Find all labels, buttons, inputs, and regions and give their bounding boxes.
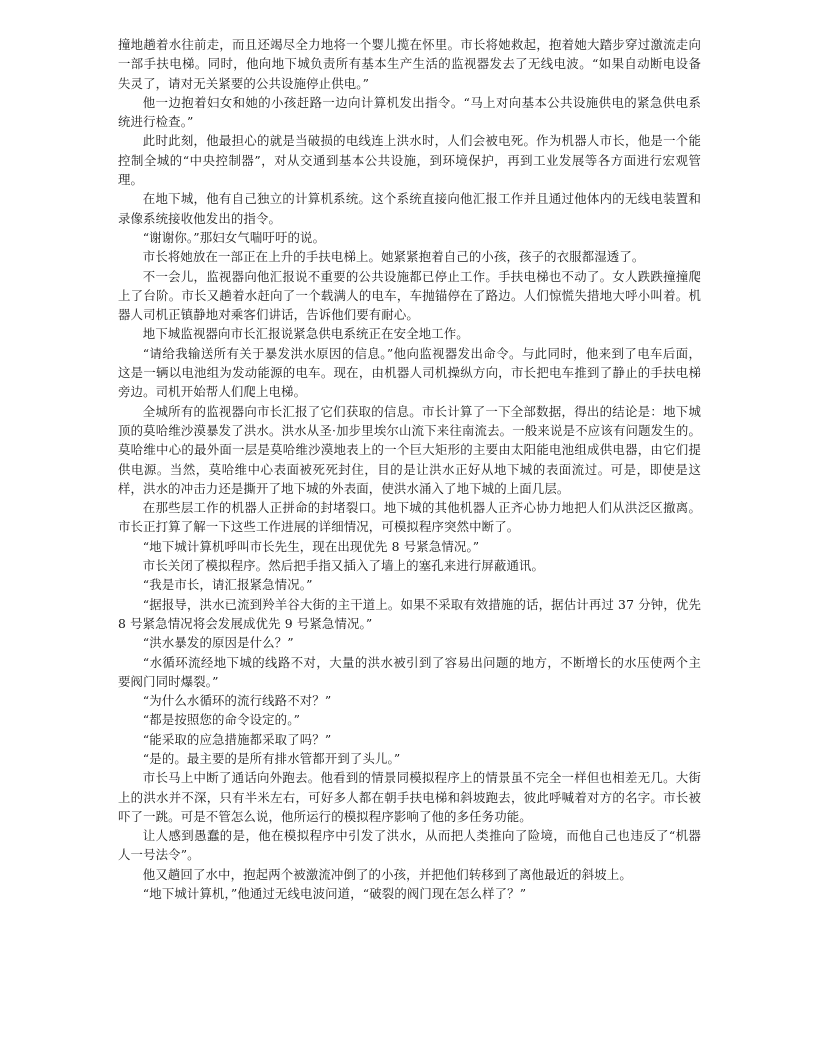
paragraph-22: 市长马上中断了通话向外跑去。他看到的情景同模拟程序上的情景虽不完全一样但也相差无几。大街上的洪水并不深，只有半米左右，可好多人都在朝手扶电梯和斜坡跑去，彼此呼喊着对方的名字。市长被吓了一跳。可是不管怎么说，他所运行的模拟程序影响了他的多任务功能。 xyxy=(118,770,701,824)
paragraph-7: 不一会儿，监视器向他汇报说不重要的公共设施都已停止工作。手扶电梯也不动了。女人跌跌撞撞爬上了台阶。市长又趟着水赶向了一个载满人的电车，车抛锚停在了路边。人们惊慌失措地大呼小叫着。机器人司机正镇静地对乘客们讲话，告诉他们要有耐心。 xyxy=(118,268,701,323)
paragraph-5: “谢谢你。”那妇女气喘吁吁的说。 xyxy=(142,229,326,245)
paragraph-1: 撞地趟着水往前走，而且还竭尽全力地将一个婴儿揽在怀里。市长将她救起，抱着她大踏步穿过激流走向一部手扶电梯。同时，他向地下城负责所有基本生产生活的监视器发去了无线电波。“如果自动断电设备失灵了，请对无关紧要的公共设施停止供电。” xyxy=(118,37,701,91)
paragraph-20: “能采取的应急措施都采取了吗？” xyxy=(142,731,332,747)
paragraph-12: “地下城计算机呼叫市长先生，现在出现优先 8 号紧急情况。” xyxy=(142,538,480,554)
paragraph-3: 此时此刻，他最担心的就是当破损的电线连上洪水时，人们会被电死。作为机器人市长，他是一个能控制全城的“中央控制器”，对从交通到基本公共设施，到环境保护，再到工业发展等各方面进行宏观管理。 xyxy=(118,133,701,188)
paragraph-10: 全城所有的监视器向市长汇报了它们获取的信息。市长计算了一下全部数据，得出的结论是：地下城顶的莫哈维沙漠暴发了洪水。洪水从圣·加步里埃尔山流下来往南流去。一般来说是不应该有问题发生的。莫哈维中心的最外面一层是莫哈维沙漠地表上的一个巨大矩形的主要由太阳能电池组成供电器，由它们提供电源。当然，莫哈维中心表面被死死封住，目的是让洪水正好从地下城的表面流过。可是，即使是这样，洪水的冲击力还是撕开了地下城的外表面，使洪水涌入了地下城的上面几层。 xyxy=(118,403,701,496)
document-page xyxy=(118,35,701,903)
paragraph-23: 让人感到愚蠢的是，他在模拟程序中引发了洪水，从而把人类推向了险境，而他自己也违反了“机器人一号法令”。 xyxy=(118,828,701,863)
paragraph-18: “为什么水循环的流行线路不对？” xyxy=(142,693,332,709)
paragraph-6: 市长将她放在一部正在上升的手扶电梯上。她紧紧抱着自己的小孩，孩子的衣服都湿透了。 xyxy=(142,249,645,265)
paragraph-8: 地下城监视器向市长汇报说紧急供电系统正在安全地工作。 xyxy=(142,326,469,342)
paragraph-16: “洪水暴发的原因是什么？” xyxy=(142,635,294,651)
paragraph-19: “都是按照您的命令设定的。” xyxy=(142,712,301,728)
paragraph-4: 在地下城，他有自己独立的计算机系统。这个系统直接向他汇报工作并且通过他体内的无线电装置和录像系统接收他发出的指令。 xyxy=(118,191,701,226)
paragraph-24: 他又趟回了水中，抱起两个被激流冲倒了的小孩，并把他们转移到了离他最近的斜坡上。 xyxy=(142,866,632,882)
paragraph-9: “请给我输送所有关于暴发洪水原因的信息。”他向监视器发出命令。与此同时，他来到了电车后面，这是一辆以电池组为发动能源的电车。现在，由机器人司机操纵方向，市长把电车推到了静止的手扶电梯旁边。司机开始帮人们爬上电梯。 xyxy=(118,345,701,400)
paragraph-21: “是的。最主要的是所有排水管都开到了头儿。” xyxy=(142,750,401,766)
paragraph-11: 在那些层工作的机器人正拼命的封堵裂口。地下城的其他机器人正齐心协力地把人们从洪泛区撤离。市长正打算了解一下这些工作进展的详细情况，可模拟程序突然中断了。 xyxy=(118,500,701,535)
paragraph-17: “水循环流经地下城的线路不对，大量的洪水被引到了容易出问题的地方，不断增长的水压使两个主要阀门同时爆裂。” xyxy=(118,654,701,689)
paragraph-14: “我是市长，请汇报紧急情况。” xyxy=(142,577,313,593)
paragraph-13: 市长关闭了模拟程序。然后把手指又插入了墙上的塞孔来进行屏蔽通讯。 xyxy=(142,558,545,574)
paragraph-15: “据报导，洪水已流到羚羊谷大街的主干道上。如果不采取有效措施的话，据估计再过 37 分钟，优先 8 号紧急情况将会发展成优先 9 号紧急情况。” xyxy=(118,596,701,631)
paragraph-2: 他一边抱着妇女和她的小孩赶路一边向计算机发出指令。“马上对向基本公共设施供电的紧急供电系统进行检查。” xyxy=(118,94,701,130)
paragraph-25: “地下城计算机，”他通过无线电波问道，“破裂的阀门现在怎么样了？” xyxy=(142,886,527,902)
